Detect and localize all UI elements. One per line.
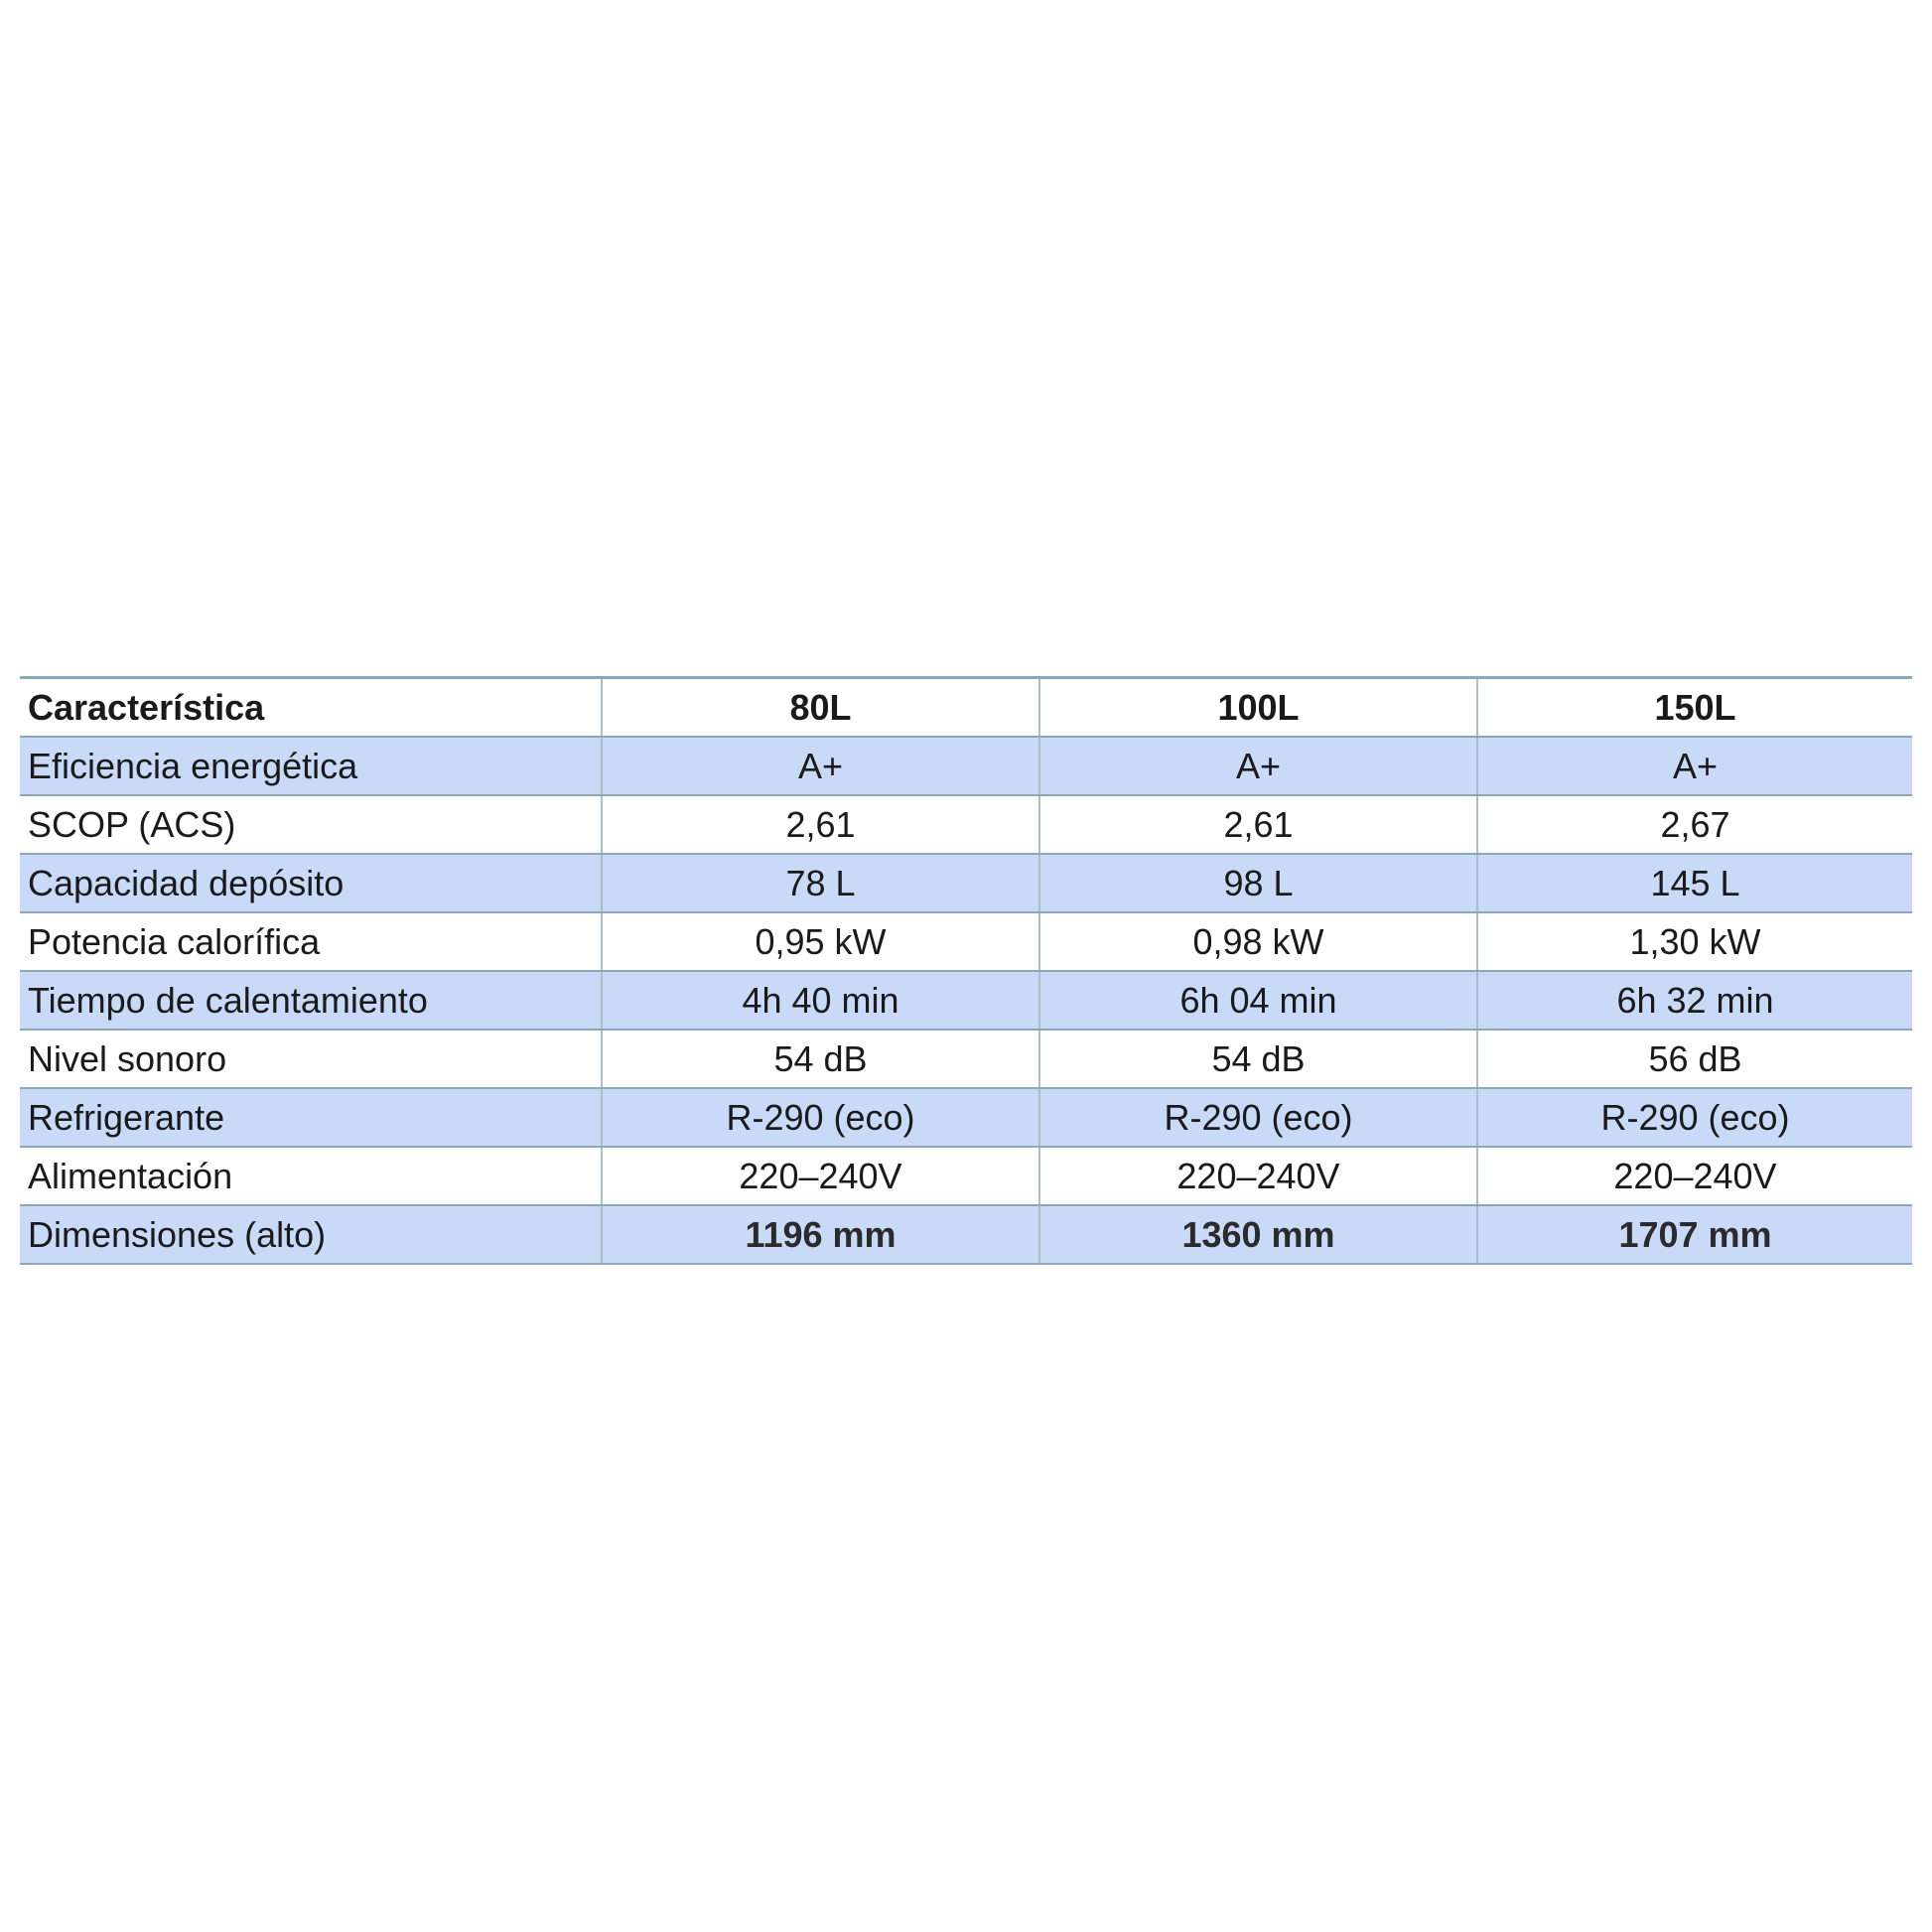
table-row: [20, 795, 1912, 854]
cell-100l: A+: [1039, 737, 1477, 795]
row-label: Capacidad depósito: [20, 854, 602, 912]
cell-100l: 2,61: [1039, 795, 1477, 854]
table-row: [20, 737, 1912, 795]
table-row: [20, 1205, 1912, 1264]
table-row: [20, 1147, 1912, 1205]
cell-150l: 6h 32 min: [1477, 971, 1912, 1030]
table-row: [20, 912, 1912, 971]
cell-80l: 78 L: [602, 854, 1039, 912]
cell-80l: 4h 40 min: [602, 971, 1039, 1030]
header-100l: 100L: [1039, 678, 1477, 738]
header-80l: 80L: [602, 678, 1039, 738]
cell-150l: R-290 (eco): [1477, 1088, 1912, 1147]
cell-150l: A+: [1477, 737, 1912, 795]
cell-100l: 0,98 kW: [1039, 912, 1477, 971]
cell-150l: 56 dB: [1477, 1030, 1912, 1088]
cell-80l: 54 dB: [602, 1030, 1039, 1088]
header-feature: Característica: [20, 678, 602, 738]
cell-80l: 0,95 kW: [602, 912, 1039, 971]
row-label: Potencia calorífica: [20, 912, 602, 971]
row-label: Nivel sonoro: [20, 1030, 602, 1088]
cell-150l: 220–240V: [1477, 1147, 1912, 1205]
cell-80l: A+: [602, 737, 1039, 795]
cell-150l: 2,67: [1477, 795, 1912, 854]
cell-150l: 145 L: [1477, 854, 1912, 912]
row-label: SCOP (ACS): [20, 795, 602, 854]
table-header-row: [20, 678, 1912, 738]
table-row: [20, 971, 1912, 1030]
cell-100l: 6h 04 min: [1039, 971, 1477, 1030]
row-label: Refrigerante: [20, 1088, 602, 1147]
cell-80l: 2,61: [602, 795, 1039, 854]
row-label: Dimensiones (alto): [20, 1205, 602, 1264]
cell-80l: R-290 (eco): [602, 1088, 1039, 1147]
cell-100l: R-290 (eco): [1039, 1088, 1477, 1147]
table-row: [20, 854, 1912, 912]
cell-100l: 98 L: [1039, 854, 1477, 912]
row-label: Eficiencia energética: [20, 737, 602, 795]
cell-100l: 54 dB: [1039, 1030, 1477, 1088]
cell-100l: 1360 mm: [1039, 1205, 1477, 1264]
row-label: Alimentación: [20, 1147, 602, 1205]
spec-comparison-table: [20, 676, 1912, 1265]
cell-80l: 1196 mm: [602, 1205, 1039, 1264]
cell-80l: 220–240V: [602, 1147, 1039, 1205]
table-row: [20, 1030, 1912, 1088]
cell-150l: 1707 mm: [1477, 1205, 1912, 1264]
table-row: [20, 1088, 1912, 1147]
cell-100l: 220–240V: [1039, 1147, 1477, 1205]
cell-150l: 1,30 kW: [1477, 912, 1912, 971]
row-label: Tiempo de calentamiento: [20, 971, 602, 1030]
header-150l: 150L: [1477, 678, 1912, 738]
